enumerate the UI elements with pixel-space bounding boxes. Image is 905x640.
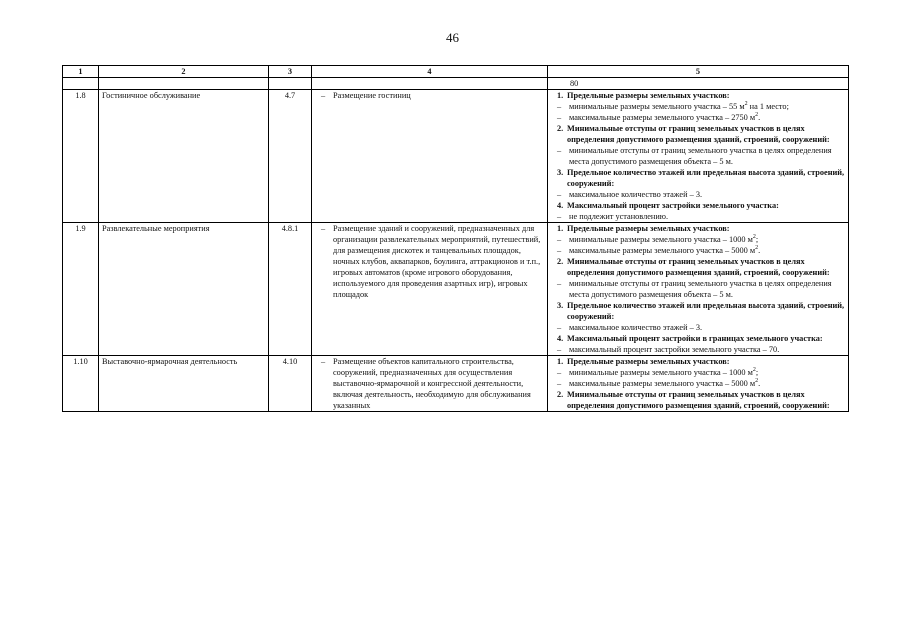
param-heading: Минимальные отступы от границ земельных участков в целях определения допустимого размещения зданий, строений, сооружений: [567,257,830,277]
param-value: минимальные отступы от границ земельного участка в целях определения места допустимого размещения объекта – 5 м. [569,146,832,166]
param-heading: Предельные размеры земельных участков: [567,357,730,366]
table-row [63,223,849,356]
param-heading: Предельные размеры земельных участков: [567,91,730,100]
row-name: Развлекательные мероприятия [99,223,269,356]
table-row [63,356,849,412]
description-text: Размещение объектов капитального строительства, сооружений, предназначенных для осуществления выставочно-ярмарочной и конгрессной деятельности, включая деятельность, необходимую для обслуживания указанных [333,357,531,410]
col-header-3: 3 [269,66,312,78]
row-name: Гостиничное обслуживание [99,90,269,223]
row-parameters: 1. Предельные размеры земельных участков: – минимальные размеры земельного участка – 55 $м^2$ на 1 место; – максимальные размеры земельного участка – 2750 $м^2$. 2. Минимальные отступы от границ земельных участков в целях определения допустимого размещения зданий, строений, сооружений: – минимальные отступы от границ земельного участка в целях определения места допустимого размещения объекта – 5 м. 3. Предельное количество этажей или предельная высота зданий, строений, сооружений: – максимальное количество этажей – 3. 4. Максимальный процент застройки земельного участка: – не подлежит установлению. [548,90,849,223]
page-number: 46 [446,30,459,45]
param-value: максимальные размеры земельного участка – 2750 $м^2$. [569,112,761,122]
row-description: – Размещение объектов капитального строительства, сооружений, предназначенных для осуществления выставочно-ярмарочной и конгрессной деятельности, включая деятельность, необходимую для обслуживания указанных [312,356,548,412]
row-code: 4.8.1 [269,223,312,356]
param-value: максимальные размеры земельного участка – 5000 $м^2$. [569,245,761,255]
row-number: 1.9 [63,223,99,356]
table-row [63,90,849,223]
row-number: 1.8 [63,90,99,223]
regulations-table [62,65,849,412]
param-value: максимальное количество этажей – 3. [569,190,703,199]
row-description: – Размещение зданий и сооружений, предназначенных для организации развлекательных мероприятий, путешествий, для размещения дискотек и танцевальных площадок, ночных клубов, аквапарков, боулинга, аттракционов и т.п., игровых автоматов (кроме игрового оборудования, используемого для проведения азартных игр), игровых площадок [312,223,548,356]
col-header-4: 4 [312,66,548,78]
row-parameters: 1. Предельные размеры земельных участков: – минимальные размеры земельного участка – 1000 $м^2$; – максимальные размеры земельного участка – 5000 $м^2$. 2. Минимальные отступы от границ земельных участков в целях определения допустимого размещения зданий, строений, сооружений: [548,356,849,412]
row-name: Выставочно-ярмарочная деятельность [99,356,269,412]
row-code: 4.10 [269,356,312,412]
param-value: максимальный процент застройки земельного участка – 70. [569,345,780,354]
col-header-5: 5 [548,66,849,78]
param-heading: Предельные размеры земельных участков: [567,224,730,233]
description-text: Размещение гостиниц [333,91,411,100]
description-text: Размещение зданий и сооружений, предназначенных для организации развлекательных мероприятий, путешествий, для размещения дискотек и танцевальных площадок, ночных клубов, аквапарков, боулинга, аттракционов и т.п., игровых автоматов (кроме игрового оборудования, используемого для проведения азартных игр), игровых площадок [333,224,541,299]
param-heading: Максимальный процент застройки в границах земельного участка: [567,334,823,343]
col-header-2: 2 [99,66,269,78]
param-value: минимальные размеры земельного участка – 55 $м^2$ на 1 место; [569,101,789,111]
header-row [63,66,849,78]
row-number: 1.10 [63,356,99,412]
continuation-text: 80 [548,78,849,90]
continuation-row [63,78,849,90]
param-value: максимальное количество этажей – 3. [569,323,703,332]
param-heading: Предельное количество этажей или предельная высота зданий, строений, сооружений: [567,301,845,321]
param-value: минимальные отступы от границ земельного участка в целях определения места допустимого размещения объекта – 5 м. [569,279,832,299]
param-value: не подлежит установлению. [569,212,669,221]
param-heading: Предельное количество этажей или предельная высота зданий, строений, сооружений: [567,168,845,188]
param-heading: Максимальный процент застройки земельного участка: [567,201,779,210]
col-header-1: 1 [63,66,99,78]
param-value: максимальные размеры земельного участка – 5000 $м^2$. [569,378,761,388]
param-value: минимальные размеры земельного участка – 1000 $м^2$; [569,234,759,244]
param-heading: Минимальные отступы от границ земельных участков в целях определения допустимого размещения зданий, строений, сооружений: [567,390,830,410]
param-heading: Минимальные отступы от границ земельных участков в целях определения допустимого размещения зданий, строений, сооружений: [567,124,830,144]
row-description: – Размещение гостиниц [312,90,548,223]
row-code: 4.7 [269,90,312,223]
row-parameters: 1. Предельные размеры земельных участков: – минимальные размеры земельного участка – 1000 $м^2$; – максимальные размеры земельного участка – 5000 $м^2$. 2. Минимальные отступы от границ земельных участков в целях определения допустимого размещения зданий, строений, сооружений: – минимальные отступы от границ земельного участка в целях определения места допустимого размещения объекта – 5 м. 3. Предельное количество этажей или предельная высота зданий, строений, сооружений: – максимальное количество этажей – 3. 4. Максимальный процент застройки в границах земельного участка: – максимальный процент застройки земельного участка – 70. [548,223,849,356]
param-value: минимальные размеры земельного участка – 1000 $м^2$; [569,367,759,377]
